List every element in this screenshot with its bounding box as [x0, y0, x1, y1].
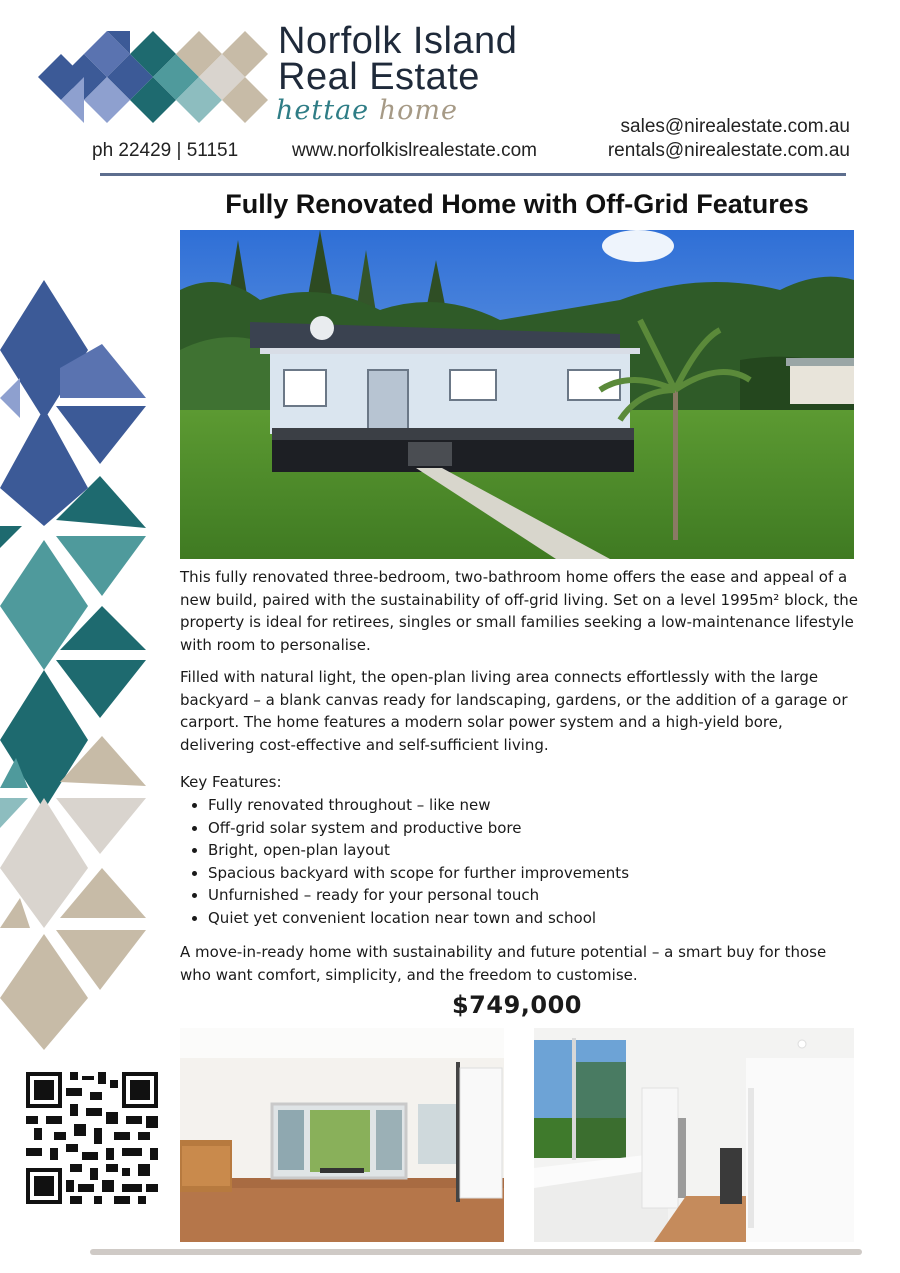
website-link[interactable]: www.norfolkislrealestate.com [292, 140, 537, 161]
header-divider [100, 173, 846, 176]
living-room-photo [180, 1028, 504, 1242]
email-rentals-link[interactable]: rentals@nirealestate.com.au [607, 140, 850, 161]
list-item: • Unfurnished – ready for your personal touch [208, 884, 629, 907]
email-sales-link[interactable]: sales@nirealestate.com.au [620, 116, 850, 137]
side-diamond-decor [0, 278, 150, 1050]
list-item: • Bright, open-plan layout [208, 839, 629, 862]
key-features-list [186, 794, 629, 930]
list-item: • Off-grid solar system and productive bore [208, 817, 629, 840]
kitchen-photo [534, 1028, 854, 1242]
phone-numbers: ph 22429 | 51151 [92, 140, 239, 161]
list-item: • Quiet yet convenient location near town and school [208, 907, 629, 930]
listing-title: Fully Renovated Home with Off-Grid Features [225, 189, 809, 219]
brand-name-line2: Real Estate [278, 56, 480, 98]
description-paragraph-3: A move-in-ready home with sustainability and future potential – a smart buy for those who want comfort, simplicity, and the freedom to customise. [180, 943, 827, 984]
tagline-part2: home [378, 95, 458, 126]
list-item: • Spacious backyard with scope for further improvements [208, 862, 629, 885]
list-item: • Fully renovated throughout – like new [208, 794, 629, 817]
key-features-heading: Key Features: [180, 773, 282, 791]
tagline-part1: hettae [276, 95, 370, 126]
footer-divider [90, 1249, 862, 1255]
description-paragraph-1: This fully renovated three-bedroom, two-bathroom home offers the ease and appeal of a new build, paired with the sustainability of off-grid living. Set on a level 1995m² block, the property is ideal for retirees, singles or small families seeking a low-maintenance lifestyle with room to personalise. [180, 568, 859, 654]
description-paragraph-2: Filled with natural light, the open-plan living area connects effortlessly with the large backyard – a blank canvas ready for landscaping, gardens, or the addition of a garage or carport. The home features a modern solar power system and a high-yield bore, delivering cost-effective and self-sufficient living. [180, 668, 848, 754]
logo-diamond-mosaic [36, 30, 268, 124]
qr-code-icon[interactable] [26, 1072, 158, 1204]
listing-price: $749,000 [451, 991, 582, 1019]
brand-name-line1: Norfolk Island [278, 20, 518, 62]
hero-house-photo [180, 230, 854, 559]
brand-tagline [276, 96, 458, 126]
